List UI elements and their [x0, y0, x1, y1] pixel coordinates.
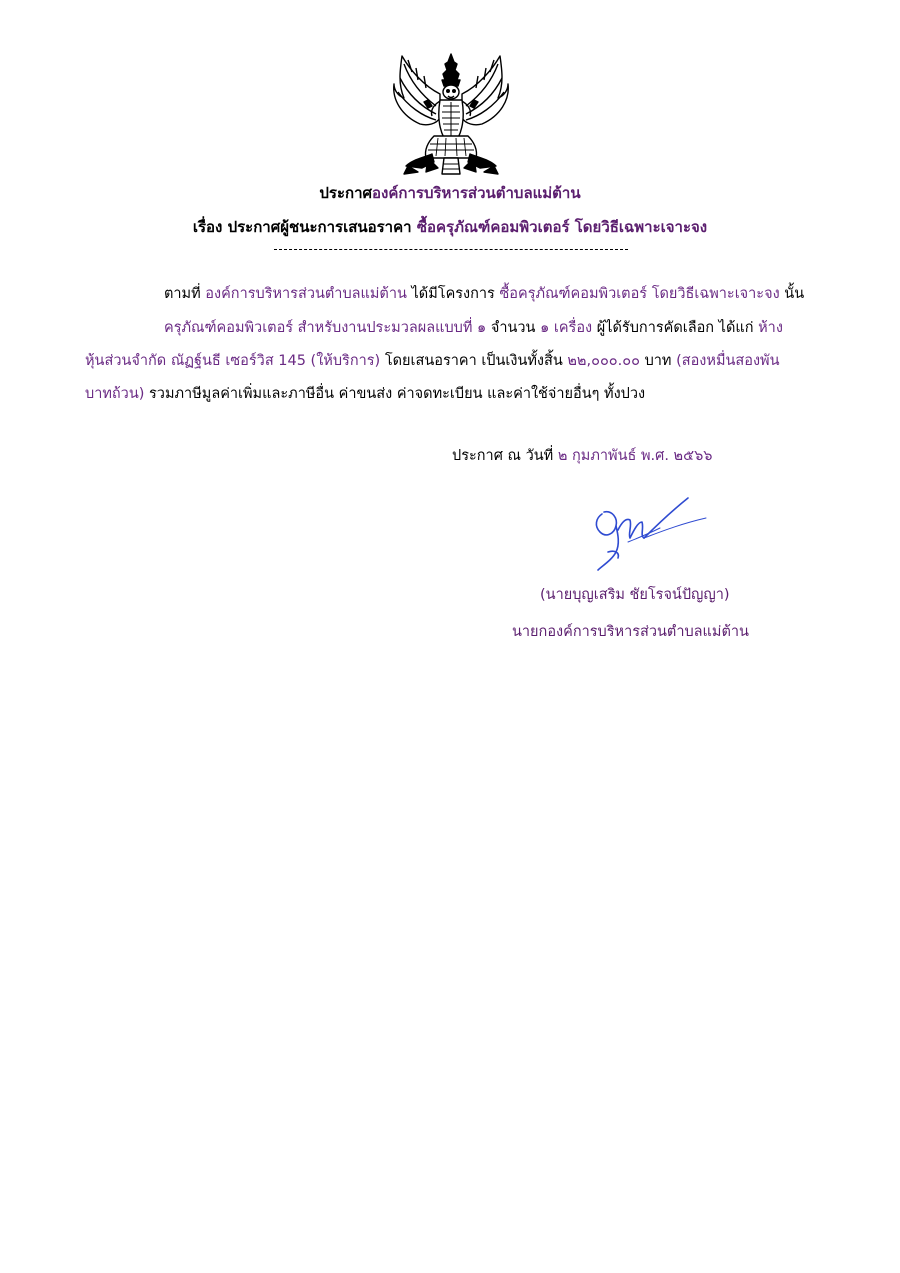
announcement-date: ประกาศ ณ วันที่ ๒ กุมภาพันธ์ พ.ศ. ๒๕๖๖ [452, 448, 713, 464]
signer-title: นายกองค์การบริหารส่วนตำบลแม่ต้าน [512, 624, 749, 640]
signer-name: (นายบุญเสริม ชัยโรจน์ปัญญา) [540, 587, 730, 603]
body-line-1: ตามที่ องค์การบริหารส่วนตำบลแม่ต้าน ได้มีโครงการ ซื้อครุภัณฑ์คอมพิวเตอร์ โดยวิธีเฉพาะเจาะจง นั้น [164, 286, 805, 302]
announcement-title: ประกาศองค์การบริหารส่วนตำบลแม่ต้าน [319, 184, 581, 202]
title-divider [274, 249, 628, 250]
garuda-emblem-icon [388, 50, 514, 178]
body-line-4: บาทถ้วน) รวมภาษีมูลค่าเพิ่มและภาษีอื่น ค่าขนส่ง ค่าจดทะเบียน และค่าใช้จ่ายอื่นๆ ทั้งปวง [85, 386, 646, 402]
signature-image [588, 492, 712, 574]
body-line-2: ครุภัณฑ์คอมพิวเตอร์ สำหรับงานประมวลผลแบบที่ ๑ จำนวน ๑ เครื่อง ผู้ได้รับการคัดเลือก ได้แก่ ห้าง [164, 320, 783, 336]
announcement-subject: เรื่อง ประกาศผู้ชนะการเสนอราคา ซื้อครุภัณฑ์คอมพิวเตอร์ โดยวิธีเฉพาะเจาะจง [192, 218, 708, 236]
body-line-3: หุ้นส่วนจำกัด ณัฏฐ์นธี เซอร์วิส 145 (ให้บริการ) โดยเสนอราคา เป็นเงินทั้งสิ้น ๒๒,๐๐๐.๐๐ บาท (สองหมื่นสองพัน [85, 353, 780, 369]
